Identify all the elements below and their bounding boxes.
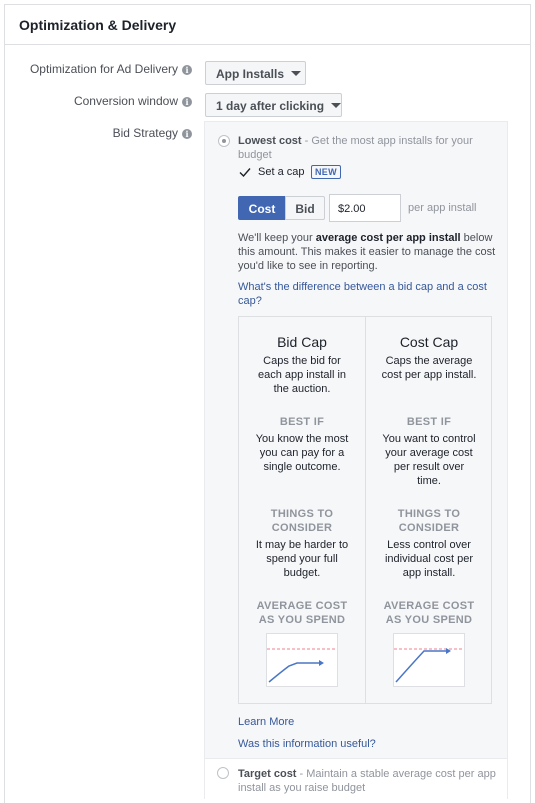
bid-strategy-label <box>113 126 192 140</box>
cap-amount-unit: per app install <box>408 202 477 214</box>
target-cost-radio[interactable] <box>217 767 229 779</box>
target-cost-option[interactable] <box>238 767 500 795</box>
lowest-cost-radio[interactable] <box>218 135 230 147</box>
cost-cap-consider: Less control over individual cost per app install. <box>384 539 474 579</box>
info-icon[interactable]: i <box>182 97 192 107</box>
bid-vs-cost-cap-link[interactable] <box>238 280 500 308</box>
feedback-link[interactable]: Was this information useful? <box>238 738 376 750</box>
explain-post: below <box>460 232 493 244</box>
bid-cap-avg-heading: AVERAGE COST AS YOU SPEND <box>256 600 348 626</box>
cost-cap-desc: Caps the average cost per app install. <box>381 355 477 381</box>
set-cap-label: Set a cap <box>258 166 305 178</box>
explain-pre: We'll keep your <box>238 232 316 244</box>
cost-cap-spend-chart-icon <box>393 633 465 687</box>
cost-cap-best-if-heading: BEST IF <box>406 416 452 428</box>
bid-cap-desc: Caps the bid for each app install in the auction. <box>257 355 347 395</box>
bid-cap-consider-heading: THINGS TO CONSIDER <box>270 508 334 534</box>
explain-line3: you'd like to see in reporting. <box>238 260 378 272</box>
lowest-cost-title: Lowest cost <box>238 135 302 147</box>
cost-cap-avg-heading: AVERAGE COST AS YOU SPEND <box>383 600 475 626</box>
cost-cap-consider-heading: THINGS TO CONSIDER <box>397 508 461 534</box>
difference-link-line2: cap? <box>238 295 262 307</box>
cost-cap-toggle[interactable]: Cost <box>238 196 286 220</box>
explain-line2: this amount. This makes it easier to manage the cost <box>238 246 496 258</box>
info-icon[interactable]: i <box>182 129 192 139</box>
learn-more-link[interactable]: Learn More <box>238 716 295 728</box>
set-cap-checkbox[interactable] <box>238 165 252 179</box>
bid-cap-best-if-heading: BEST IF <box>279 416 325 428</box>
cost-cap-title: Cost Cap <box>399 334 459 350</box>
caret-down-icon <box>291 71 301 76</box>
target-cost-desc-2: install as you raise budget <box>238 782 366 794</box>
conversion-window-label-text: Conversion window <box>73 94 178 108</box>
check-icon <box>238 165 252 179</box>
optimization-label <box>30 62 192 76</box>
lowest-cost-desc-1: - Get the most app installs for your <box>304 135 473 147</box>
bid-cap-consider: It may be harder to spend your full budget. <box>255 539 349 579</box>
info-icon[interactable]: i <box>182 65 192 75</box>
cost-cap-best-if: You want to control your average cost per result over time. <box>382 433 476 487</box>
cost-cap-column <box>366 317 492 703</box>
bid-cap-title: Bid Cap <box>277 334 327 350</box>
conversion-window-dropdown[interactable] <box>205 93 342 117</box>
bid-cap-best-if: You know the most you can pay for a single outcome. <box>255 433 349 473</box>
bid-cap-spend-chart-icon <box>266 633 338 687</box>
optimization-dropdown[interactable] <box>205 61 306 85</box>
explain-bold: average cost per app install <box>315 232 461 244</box>
new-badge: NEW <box>311 165 341 179</box>
lowest-cost-option[interactable] <box>238 134 500 162</box>
caret-down-icon <box>331 103 341 108</box>
cap-comparison-table <box>238 316 492 704</box>
bid-cap-toggle[interactable]: Bid <box>285 196 325 220</box>
target-cost-title: Target cost <box>238 768 297 780</box>
lowest-cost-desc-2: budget <box>238 149 272 161</box>
cap-explanation <box>238 231 500 273</box>
optimization-label-text: Optimization for Ad Delivery <box>29 62 178 76</box>
optimization-value: App Installs <box>216 67 285 81</box>
difference-link-line1: What's the difference between a bid cap and a cost <box>238 281 487 293</box>
bid-cap-column <box>239 317 365 703</box>
conversion-window-label <box>74 94 192 108</box>
section-title: Optimization & Delivery <box>5 5 530 45</box>
conversion-window-value: 1 day after clicking <box>216 99 325 113</box>
bid-strategy-label-text: Bid Strategy <box>112 126 178 140</box>
cap-amount-input[interactable]: $2.00 <box>329 194 401 222</box>
target-cost-desc-1: - Maintain a stable average cost per app <box>299 768 496 780</box>
